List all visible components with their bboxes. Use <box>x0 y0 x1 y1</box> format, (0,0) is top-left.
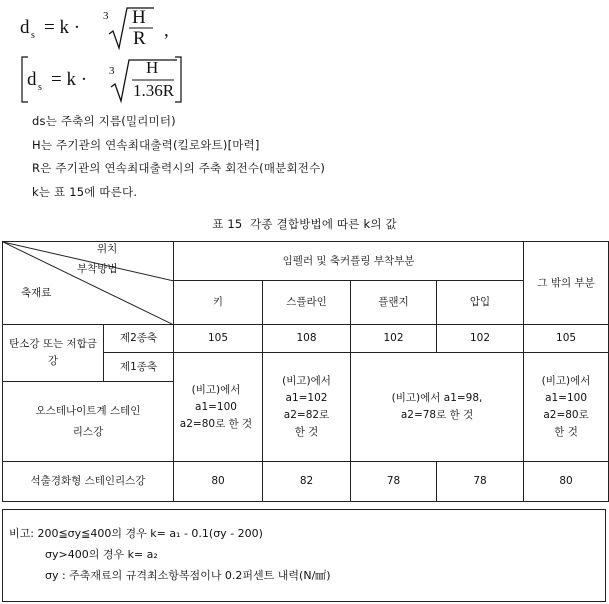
formula-2-numerator: H <box>146 58 159 77</box>
formula-2-eq: = k · <box>51 69 88 90</box>
formula-1-lhs-sub: s <box>31 30 35 41</box>
formula-2 <box>20 56 200 104</box>
remark-line-3: σy : 주축재료의 규격최소항복점이나 0.2퍼센트 내력(N/㎟) <box>45 569 331 582</box>
cell-remark-flange-press-fit: (비고)에서 a1=98, a2=78로 한 것 <box>351 353 524 462</box>
material-austenitic-stainless: 오스테나이트계 스테인리스강 <box>3 382 174 462</box>
formula-2-denominator: 1.36R <box>133 81 175 100</box>
formula-1-numerator: H <box>132 7 146 28</box>
header-press-fit: 압입 <box>437 281 524 325</box>
definition-h: H는 주기관의 연속최대출력(킬로와트)[마력] <box>32 137 260 152</box>
k-value-table <box>2 241 609 502</box>
header-key: 키 <box>174 281 263 325</box>
remark-line-2: σy>400의 경우 k= a₂ <box>45 548 158 561</box>
formula-1 <box>20 6 220 48</box>
table-title: 표 15 각종 결합방법에 따른 k의 값 <box>212 217 397 231</box>
cell-remark-spline: (비고)에서 a1=102 a2=82로 한 것 <box>263 353 351 462</box>
corner-position-label: 위치 <box>97 243 118 255</box>
definition-r: R은 주기관의 연속최대출력시의 주축 회전수(매분회전수) <box>32 161 326 175</box>
cell-remark-key: (비고)에서 a1=100 a2=80로 한 것 <box>174 353 263 462</box>
other-parts-header: 그 밖의 부분 <box>524 242 609 325</box>
corner-method-label: 부착방법 <box>77 263 118 275</box>
header-spline: 스플라인 <box>263 281 351 325</box>
remark-line-1: 비고: 200≦σy≦400의 경우 k= a₁ - 0.1(σy - 200) <box>9 527 263 540</box>
corner-diagonals <box>3 242 174 325</box>
formula-2-lhs: d <box>27 69 37 90</box>
cell-row3-flange: 78 <box>351 462 437 502</box>
cell-row3-spline: 82 <box>263 462 351 502</box>
cell-row3-press-fit: 78 <box>437 462 524 502</box>
corner-header <box>3 242 174 325</box>
impeller-coupling-header: 임펠러 및 축커플링 부착부분 <box>174 242 524 281</box>
definitions <box>32 110 325 204</box>
formula-1-lhs: d <box>20 17 30 38</box>
material-class-2: 제2종축 <box>104 325 174 353</box>
formula-1-denominator: R <box>133 28 146 49</box>
cell-row1-other: 105 <box>524 325 609 353</box>
material-carbon-steel: 탄소강 또는 저합금강 <box>3 325 104 382</box>
formula-1-comma: , <box>164 20 169 41</box>
cell-remark-other: (비고)에서 a1=100 a2=80로 한 것 <box>524 353 609 462</box>
formula-2-root-index: 3 <box>109 65 115 77</box>
definition-ds: ds는 주축의 지름(밀리미터) <box>32 114 176 128</box>
material-precipitation-stainless: 석출경화형 스테인리스강 <box>3 462 174 502</box>
cell-row1-press-fit: 102 <box>437 325 524 353</box>
cell-row1-key: 105 <box>174 325 263 353</box>
formula-1-eq: = k · <box>44 17 81 38</box>
cell-row1-flange: 102 <box>351 325 437 353</box>
cell-row1-spline: 108 <box>263 325 351 353</box>
material-class-1: 제1종축 <box>104 353 174 382</box>
definition-k: k는 표 15에 따른다. <box>32 184 138 199</box>
formula-2-lhs-sub: s <box>38 82 42 93</box>
remarks-box <box>2 509 606 602</box>
header-flange: 플랜지 <box>351 281 437 325</box>
formula-1-root-index: 3 <box>103 10 109 22</box>
corner-material-label: 축재료 <box>21 287 52 299</box>
cell-row3-other: 80 <box>524 462 609 502</box>
cell-row3-key: 80 <box>174 462 263 502</box>
